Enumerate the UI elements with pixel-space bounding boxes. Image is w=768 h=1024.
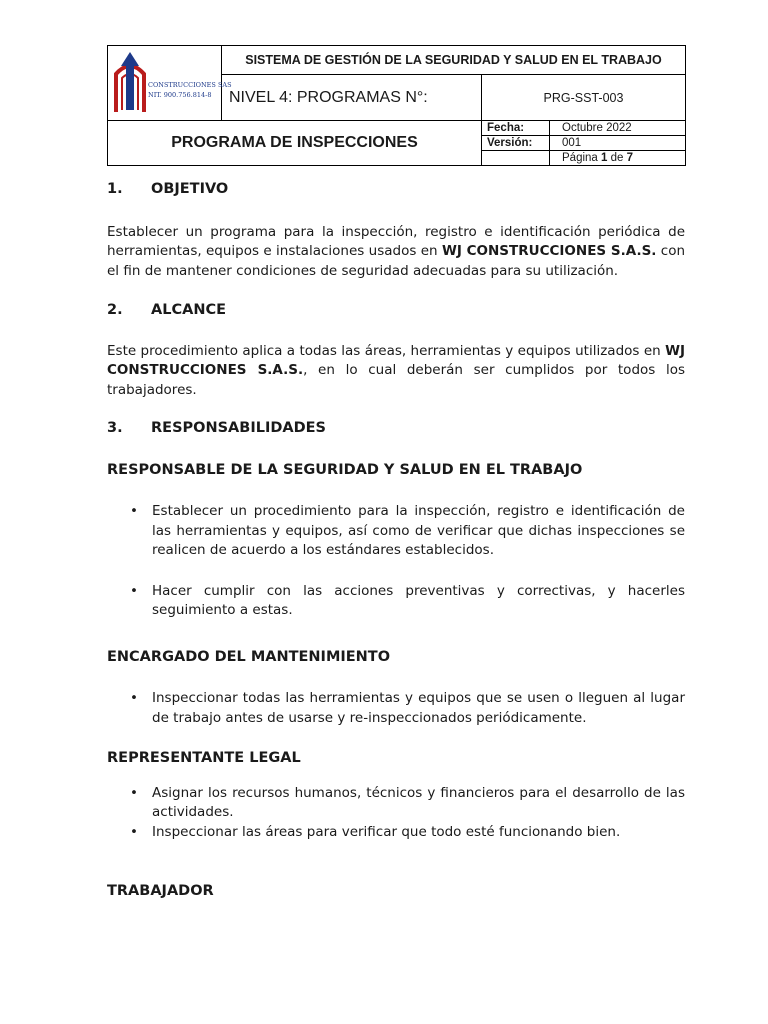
role-trabajador-heading: TRABAJADOR (107, 883, 214, 899)
list-item: • Inspeccionar todas las herramientas y equipos que se usen o lleguen al lugar de trabajo antes de usarse y re-inspeccionados periódicamente. (152, 689, 685, 728)
version-label: Versión: (482, 136, 550, 151)
logo-company-name: CONSTRUCCIONES SAS (148, 81, 232, 89)
meta-table (482, 121, 685, 165)
system-title: SISTEMA DE GESTIÓN DE LA SEGURIDAD Y SALUD EN EL TRABAJO (222, 46, 686, 75)
list-item: • Hacer cumplir con las acciones preventivas y correctivas, y hacerles seguimiento a estas. (152, 582, 685, 621)
program-title: PROGRAMA DE INSPECCIONES (108, 121, 482, 166)
section-alcance-heading: 2. ALCANCE (107, 302, 227, 318)
role-sst-list (107, 502, 685, 621)
logo-nit: NIT. 900.756.814-8 (148, 91, 212, 99)
role-legal-list (107, 784, 685, 843)
role-mantenimiento-list (107, 689, 685, 728)
version-value: 001 (550, 136, 686, 151)
document-code: PRG-SST-003 (482, 75, 686, 121)
list-item: • Asignar los recursos humanos, técnicos y financieros para el desarrollo de las actividades. (152, 784, 685, 823)
objetivo-paragraph: Establecer un programa para la inspección, registro e identificación periódica de herramientas, equipos e instalaciones usados en WJ CONSTRUCCIONES S.A.S. con el fin de mantener condiciones de seguridad adecuadas para su utilización. (107, 223, 686, 279)
role-mantenimiento-heading: ENCARGADO DEL MANTENIMIENTO (107, 648, 391, 665)
meta-cell (482, 121, 686, 166)
section-objetivo-heading: 1. OBJETIVO (107, 181, 229, 197)
role-sst-heading: RESPONSABLE DE LA SEGURIDAD Y SALUD EN EL TRABAJO (107, 461, 583, 478)
logo-cell (108, 46, 232, 121)
alcance-paragraph: Este procedimiento aplica a todas las áreas, herramientas y equipos utilizados en WJ CONSTRUCCIONES S.A.S., en lo cual deberán ser cumplidos por todos los trabajadores. (107, 342, 685, 398)
page-number: Página 1 de 7 (562, 152, 634, 164)
program-level: NIVEL 4: PROGRAMAS N°: (222, 75, 482, 121)
date-label: Fecha: (482, 121, 550, 136)
date-value: Octubre 2022 (550, 121, 686, 136)
company-name: WJ CONSTRUCCIONES S.A.S. (441, 243, 657, 259)
role-legal-heading: REPRESENTANTE LEGAL (107, 750, 301, 766)
list-item: • Establecer un procedimiento para la inspección, registro e identificación de las herramientas y equipos, así como de verificar que dichas inspecciones se realicen de acuerdo a los estándares establecidos. (152, 502, 685, 561)
document-header (107, 45, 686, 166)
company-name: WJ CONSTRUCCIONES S.A.S. (107, 342, 685, 378)
house-arrow-icon (112, 52, 148, 114)
section-responsabilidades-heading: 3. RESPONSABILIDADES (107, 420, 326, 436)
document-body (107, 180, 685, 902)
company-logo (108, 46, 232, 120)
list-item: • Inspeccionar las áreas para verificar que todo esté funcionando bien. (152, 823, 685, 843)
